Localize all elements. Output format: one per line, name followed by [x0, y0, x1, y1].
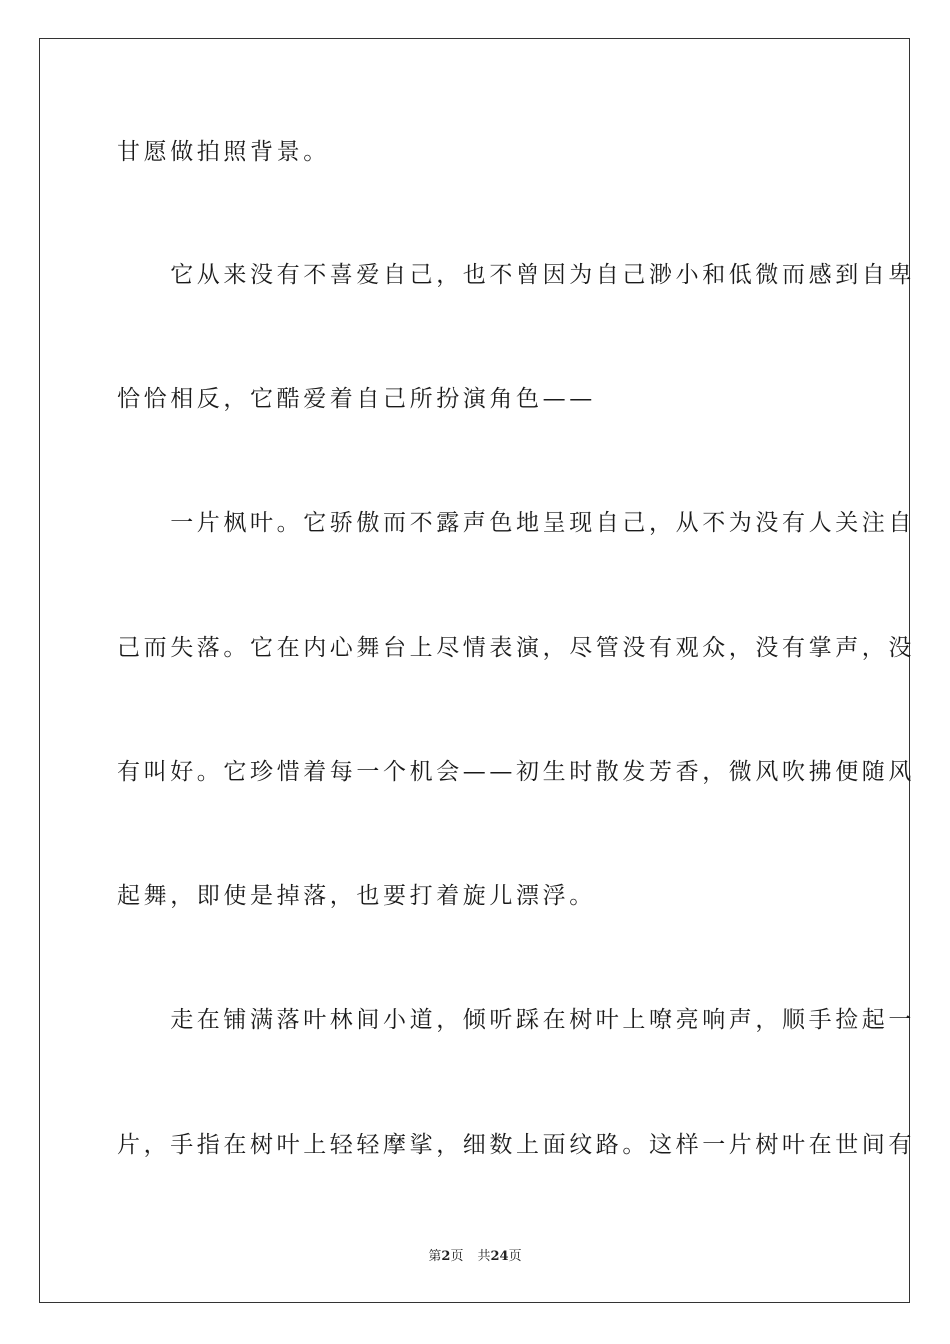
- text-line-7: 起舞，即使是掉落，也要打着旋儿漂浮。: [117, 883, 596, 909]
- total-suffix: 页: [508, 1249, 522, 1264]
- page-footer: [0, 1249, 950, 1265]
- text-line-8: 走在铺满落叶林间小道，倾听踩在树叶上嘹亮响声，顺手捡起一: [117, 1007, 915, 1033]
- text-line-1: 甘愿做拍照背景。: [117, 139, 330, 165]
- text-line-2: 它从来没有不喜爱自己，也不曾因为自己渺小和低微而感到自卑: [117, 262, 915, 288]
- text-line-3: 恰恰相反，它酷爱着自己所扮演角色——: [117, 386, 596, 412]
- page-border: [39, 38, 910, 1303]
- text-line-6: 有叫好。它珍惜着每一个机会——初生时散发芳香，微风吹拂便随风: [117, 759, 915, 785]
- total-pages: 24: [490, 1249, 509, 1264]
- page-prefix: 第: [428, 1249, 442, 1264]
- page-suffix: 页: [450, 1249, 464, 1264]
- total-prefix: 共: [477, 1249, 491, 1264]
- text-line-9: 片，手指在树叶上轻轻摩挲，细数上面纹路。这样一片树叶在世间有: [117, 1132, 915, 1158]
- text-line-5: 己而失落。它在内心舞台上尽情表演，尽管没有观众，没有掌声，没: [117, 635, 915, 661]
- text-line-4: 一片枫叶。它骄傲而不露声色地呈现自己，从不为没有人关注自: [117, 510, 915, 536]
- page-number: 2: [441, 1249, 451, 1264]
